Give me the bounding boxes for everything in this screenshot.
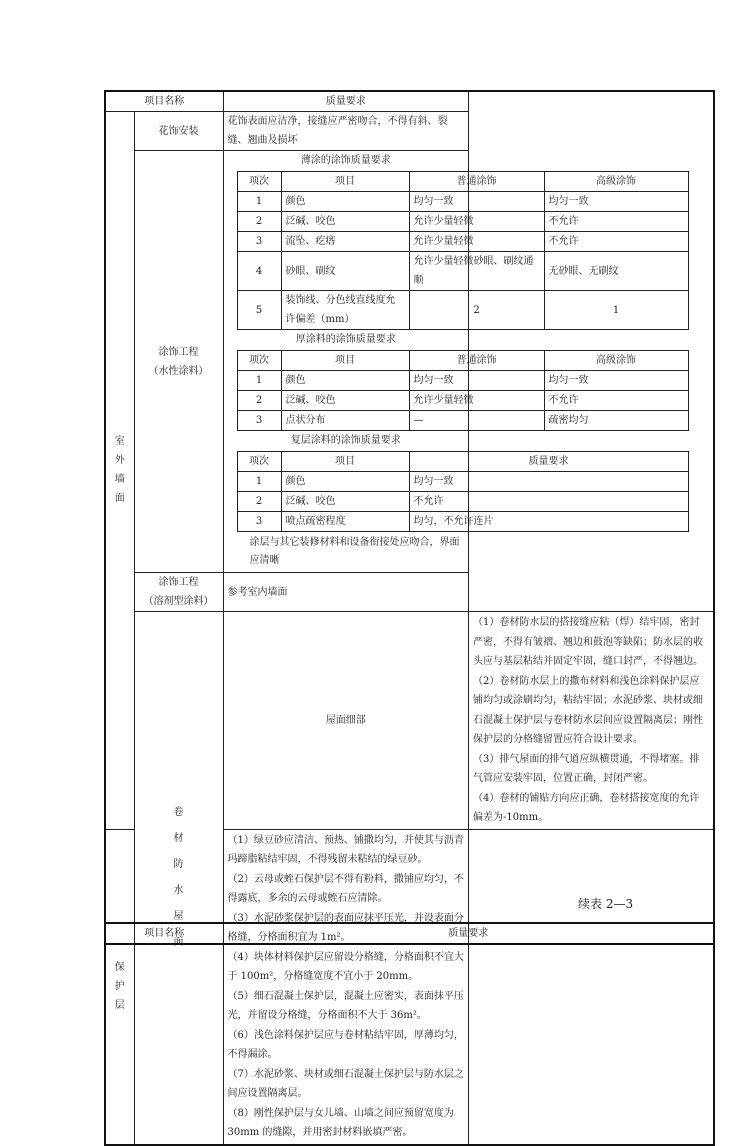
protect-req <box>223 829 469 1145</box>
column-header: 项目 <box>281 452 409 472</box>
flower-name: 花饰安装 <box>134 112 223 151</box>
table-cell: 不允许 <box>409 492 688 512</box>
table-row <box>237 391 688 411</box>
table-cell: 颜色 <box>281 192 409 212</box>
table-cell: 均匀，不允许连片 <box>409 512 688 532</box>
requirement-item: （3）排气屋面的排气道应纵横贯通，不得堵塞。排气管应安装牢固，位置正确，封闭严密。 <box>473 753 700 784</box>
table-row <box>237 512 688 532</box>
table-cell: 3 <box>237 232 281 252</box>
column-header: 高级涂饰 <box>544 351 688 371</box>
table-cell: 均匀一致 <box>544 371 688 391</box>
table-row <box>237 252 688 291</box>
table-cell: 不允许 <box>544 391 688 411</box>
table-cell: 4 <box>237 252 281 291</box>
table-cell: 3 <box>237 512 281 532</box>
table-cell: 1 <box>544 291 688 330</box>
table-row <box>237 371 688 391</box>
protect-name: 保护层 <box>105 829 134 1145</box>
thin-title: 薄涂的涂饰质量要求 <box>300 155 391 166</box>
solvent-name: 涂饰工程 （溶剂型涂料） <box>134 573 223 612</box>
table-cell: 砂眼、刷纹 <box>281 252 409 291</box>
requirement-item: （2）云母或蛭石保护层不得有粉料，撒铺应均匀，不得露底，多余的云母或蛭石应清除。 <box>227 873 464 904</box>
table-cell: 2 <box>409 291 544 330</box>
continued-table-header <box>104 922 715 945</box>
table-cell: 均匀一致 <box>409 192 544 212</box>
column-header: 项次 <box>237 172 281 192</box>
table-row <box>237 192 688 212</box>
table-cell: 不允许 <box>544 212 688 232</box>
requirement-item: （4）卷材的铺贴方向应正确，卷材搭接宽度的允许偏差为-10mm。 <box>473 792 700 823</box>
thick-title: 厚涂料的涂饰质量要求 <box>295 334 396 345</box>
multi-title: 复层涂料的涂饰质量要求 <box>290 435 401 446</box>
inner-header-row <box>237 351 688 371</box>
table-cell: 无砂眼、无刷纹 <box>544 252 688 291</box>
detail-name: 屋面细部 <box>223 612 469 830</box>
inner-header-row <box>237 452 688 472</box>
column-header: 项目 <box>281 351 409 371</box>
column-header: 高级涂饰 <box>544 172 688 192</box>
header-req: 质量要求 <box>223 91 469 112</box>
table-row <box>237 472 688 492</box>
requirement-item: （3）水泥砂浆保护层的表面应抹平压光，并设表面分格缝，分格面积宜为 1m²。 <box>227 912 464 943</box>
column-header: 普通涂饰 <box>409 172 544 192</box>
table-row <box>237 291 688 330</box>
table-cell: — <box>409 411 544 431</box>
table-cell: 允许少量轻微 <box>409 391 544 411</box>
requirement-item: （6）浅色涂料保护层应与卷材粘结牢固，厚薄均匀，不得漏涂。 <box>227 1029 464 1060</box>
outdoor-label: 室外墙面 <box>105 112 134 830</box>
solvent-req: 参考室内墙面 <box>223 573 469 612</box>
table-cell: 喷点疏密程度 <box>281 512 409 532</box>
table-cell: 疏密均匀 <box>544 411 688 431</box>
requirement-item: （5）细石混凝土保护层，混凝土应密实，表面抹平压光，并留设分格缝，分格面积不大于 36m²。 <box>227 990 464 1021</box>
header-name: 项目名称 <box>105 91 223 112</box>
thin-table <box>237 171 689 330</box>
header2-name: 项目名称 <box>105 923 223 944</box>
table-cell: 3 <box>237 411 281 431</box>
header2-req: 质量要求 <box>223 923 714 944</box>
column-header: 质量要求 <box>409 452 688 472</box>
requirement-item: （4）块体材料保护层应留设分格缝，分格面积不宜大于 100m²，分格缝宽度不宜小于 20mm。 <box>227 951 464 982</box>
requirement-item: （2）卷材防水层上的撒布材料和浅色涂料保护层应铺均匀或涂刷均匀，粘结牢固；水泥砂浆、块材或细石混凝土保护层与卷材防水层间应设置隔离层；刚性保护层的分格缝留置应符合设计要求。 <box>473 675 703 745</box>
requirement-item: （7）水泥砂浆、块材或细石混凝土保护层与防水层之间应设置隔离层。 <box>227 1068 464 1099</box>
table-cell: 1 <box>237 371 281 391</box>
water-note: 涂层与其它装修材料和设备衔接处应吻合，界面应清晰 <box>249 537 460 566</box>
column-header: 项目 <box>281 172 409 192</box>
water-name: 涂饰工程 （水性涂料） <box>134 151 223 573</box>
requirement-item: （1）卷材防水层的搭接缝应粘（焊）结牢固，密封严密，不得有皱褶、翘边和鼓泡等缺陷；防水层的收头应与基层粘结并固定牢固，缝口封严，不得翘边。 <box>473 617 703 667</box>
table-cell: 泛碱、咬色 <box>281 492 409 512</box>
roof-label: 卷材防水屋面 <box>134 612 223 1145</box>
table-cell: 泛碱、咬色 <box>281 391 409 411</box>
table-cell: 流坠、疙瘩 <box>281 232 409 252</box>
table-cell: 均匀一致 <box>544 192 688 212</box>
column-header: 项次 <box>237 452 281 472</box>
table-row <box>237 232 688 252</box>
inner-header-row <box>237 172 688 192</box>
table-cell: 允许少量轻微 <box>409 232 544 252</box>
table-cell: 均匀一致 <box>409 472 688 492</box>
table-cell: 2 <box>237 391 281 411</box>
requirement-item: （1）绿豆砂应清洁、预热、铺撒均匀，并使其与沥青玛蹄脂粘结牢固，不得残留未粘结的绿豆砂。 <box>227 834 464 865</box>
continued-label: 续表 2—3 <box>578 897 634 911</box>
table-cell: 泛碱、咬色 <box>281 212 409 232</box>
table-cell: 点状分布 <box>281 411 409 431</box>
flower-req: 花饰表面应洁净，接缝应严密吻合，不得有斜、裂缝、翘曲及损坏 <box>223 112 469 151</box>
table-cell: 装饰线、分色线直线度允许偏差（mm） <box>281 291 409 330</box>
detail-req <box>469 612 715 830</box>
table-cell: 允许少量轻微砂眼、刷纹通顺 <box>409 252 544 291</box>
table-cell: 不允许 <box>544 232 688 252</box>
column-header: 项次 <box>237 351 281 371</box>
table-cell: 颜色 <box>281 472 409 492</box>
multi-table <box>237 451 689 532</box>
table-row <box>237 212 688 232</box>
table-cell: 1 <box>237 472 281 492</box>
table-cell: 2 <box>237 212 281 232</box>
table-cell: 2 <box>237 492 281 512</box>
column-header: 普通涂饰 <box>409 351 544 371</box>
table-cell: 允许少量轻微 <box>409 212 544 232</box>
thick-table <box>237 350 689 431</box>
quality-table <box>104 90 715 1146</box>
table-row <box>237 492 688 512</box>
table-cell: 1 <box>237 192 281 212</box>
requirement-item: （8）刚性保护层与女儿墙、山墙之间应预留宽度为 30mm 的缝隙，并用密封材料嵌填严密。 <box>227 1107 454 1138</box>
table-cell: 5 <box>237 291 281 330</box>
table-cell: 均匀一致 <box>409 371 544 391</box>
water-req <box>223 151 636 573</box>
table-row <box>237 411 688 431</box>
table-cell: 颜色 <box>281 371 409 391</box>
